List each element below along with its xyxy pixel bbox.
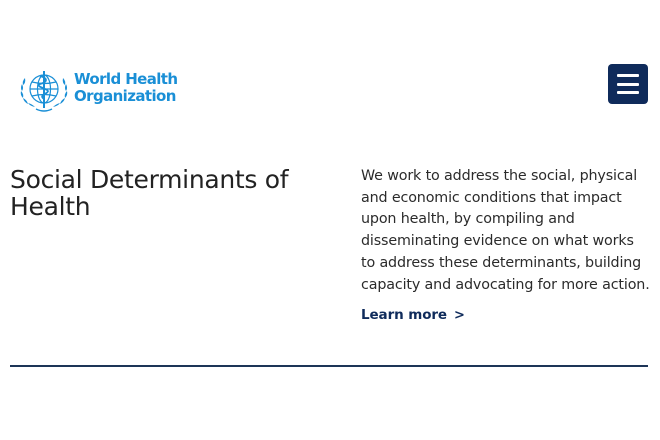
page-description: We work to address the social, physical and economic conditions that impact upon health, by compiling and disseminating evidence on what works to address these determinants, building capacity and advocating for more action.	[361, 168, 650, 293]
site-header	[0, 0, 660, 130]
section-divider	[10, 365, 648, 367]
who-emblem-icon	[16, 64, 72, 114]
hamburger-menu-icon	[617, 83, 639, 86]
logo-wordmark	[74, 71, 177, 105]
who-logo-link[interactable]	[16, 64, 176, 114]
hamburger-menu-icon	[617, 91, 639, 94]
chevron-right-icon: >	[454, 307, 465, 323]
menu-button[interactable]	[608, 64, 648, 104]
learn-more-label: Learn more	[361, 307, 447, 323]
page-title: Social Determinants of Health	[10, 165, 289, 221]
learn-more-link[interactable]	[361, 307, 465, 323]
logo-line-2: Organization	[74, 87, 176, 105]
logo-line-1: World Health	[74, 70, 178, 88]
hamburger-menu-icon	[617, 74, 639, 77]
